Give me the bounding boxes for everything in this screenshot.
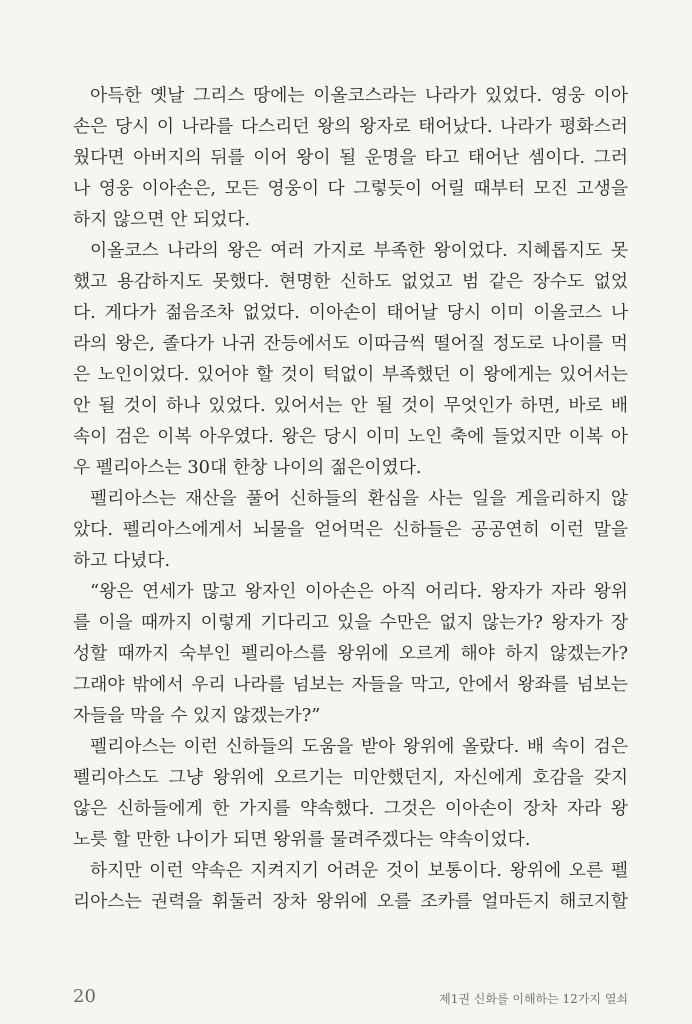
text-line: 하지 않으면 안 되었다. bbox=[73, 209, 251, 230]
text-line: 하지만 이런 약속은 지켜지기 어려운 것이 보통이다. 왕위에 오른 펠 bbox=[90, 860, 628, 881]
text-line: 은 노인이었다. 있어야 할 것이 턱없이 부족했던 이 왕에게는 있어서는 bbox=[73, 364, 628, 385]
text-line: 안 될 것이 하나 있었다. 있어서는 안 될 것이 무엇인가 하면, 바로 배 bbox=[73, 395, 628, 416]
text-line: 펠리아스도 그냥 왕위에 오르기는 미안했던지, 자신에게 호감을 갖지 bbox=[73, 767, 628, 788]
text-line: 성할 때까지 숙부인 펠리아스를 왕위에 오르게 해야 하지 않겠는가? bbox=[73, 643, 628, 664]
text-line: 펠리아스는 이런 신하들의 도움을 받아 왕위에 올랐다. 배 속이 검은 bbox=[90, 736, 628, 757]
text-line: 았다. 펠리아스에게서 뇌물을 얻어먹은 신하들은 공공연히 이런 말을 bbox=[73, 519, 628, 540]
text-line: 자들을 막을 수 있지 않겠는가?” bbox=[73, 705, 321, 726]
text-line: 를 이을 때까지 이렇게 기다리고 있을 수만은 없지 않는가? 왕자가 장 bbox=[73, 612, 628, 633]
text-line: 않은 신하들에게 한 가지를 약속했다. 그것은 이아손이 장차 자라 왕 bbox=[73, 798, 628, 819]
text-line: 펠리아스는 재산을 풀어 신하들의 환심을 사는 일을 게을리하지 않 bbox=[90, 488, 628, 509]
text-line: 리아스는 권력을 휘둘러 장차 왕위에 오를 조카를 얼마든지 해코지할 bbox=[73, 891, 628, 912]
page-number: 20 bbox=[73, 986, 96, 1007]
text-line: 웠다면 아버지의 뒤를 이어 왕이 될 운명을 타고 태어난 셈이다. 그러 bbox=[73, 147, 628, 168]
text-line: 그래야 밖에서 우리 나라를 넘보는 자들을 막고, 안에서 왕좌를 넘보는 bbox=[73, 674, 628, 695]
text-line: “왕은 연세가 많고 왕자인 이아손은 아직 어리다. 왕자가 자라 왕위 bbox=[90, 581, 628, 602]
running-title: 제1권 신화를 이해하는 12가지 열쇠 bbox=[439, 992, 628, 1006]
text-line: 라의 왕은, 졸다가 나귀 잔등에서도 이따금씩 떨어질 정도로 나이를 먹 bbox=[73, 333, 628, 354]
text-line: 이올코스 나라의 왕은 여러 가지로 부족한 왕이었다. 지혜롭지도 못 bbox=[90, 240, 628, 261]
text-line: 나 영웅 이아손은, 모든 영웅이 다 그렇듯이 어릴 때부터 모진 고생을 bbox=[73, 178, 628, 199]
text-line: 다. 게다가 젊음조차 없었다. 이아손이 태어날 당시 이미 이올코스 나 bbox=[73, 302, 628, 323]
text-line: 손은 당시 이 나라를 다스리던 왕의 왕자로 태어났다. 나라가 평화스러 bbox=[73, 116, 628, 137]
text-line: 속이 검은 이복 아우였다. 왕은 당시 이미 노인 축에 들었지만 이복 아 bbox=[73, 426, 628, 447]
text-line: 아득한 옛날 그리스 땅에는 이올코스라는 나라가 있었다. 영웅 이아 bbox=[90, 85, 628, 106]
text-line: 하고 다녔다. bbox=[73, 550, 171, 571]
text-line: 노릇 할 만한 나이가 되면 왕위를 물려주겠다는 약속이었다. bbox=[73, 829, 531, 850]
text-line: 우 펠리아스는 30대 한창 나이의 젊은이였다. bbox=[73, 457, 422, 478]
text-line: 했고 용감하지도 못했다. 현명한 신하도 없었고 범 같은 장수도 없었 bbox=[73, 271, 628, 292]
